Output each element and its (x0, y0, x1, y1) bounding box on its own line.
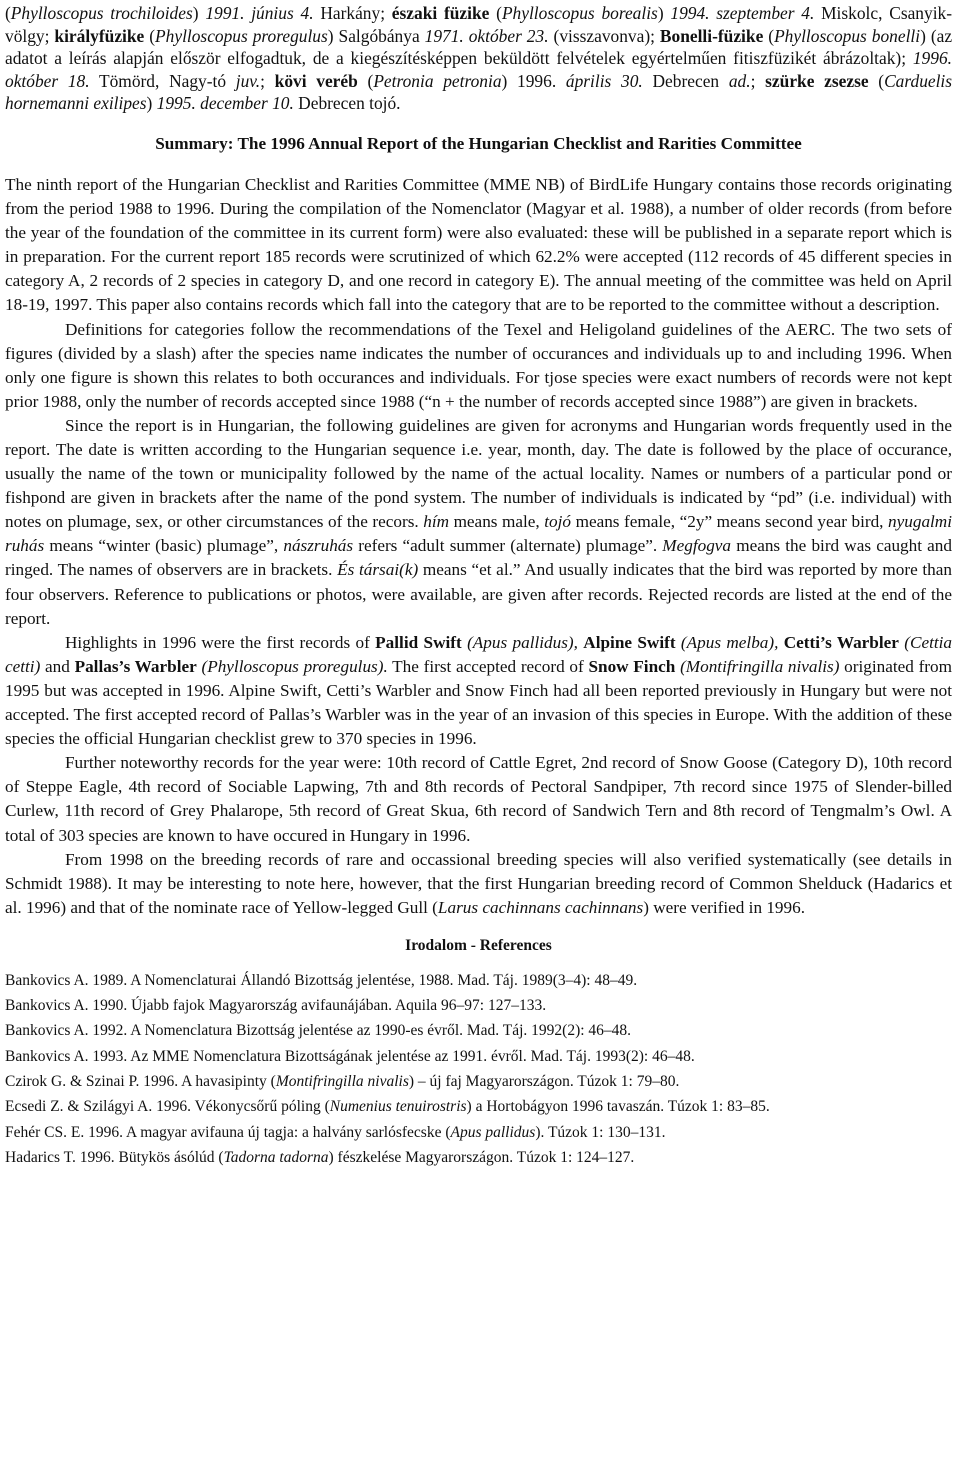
bold-text: északi füzike (391, 3, 490, 23)
bold-text: királyfüzike (54, 25, 145, 46)
text-run: Highlights in 1996 were the first records of (65, 632, 376, 652)
text-run: and (40, 656, 75, 676)
text-run: Bankovics A. 1990. Újabb fajok Magyarország avifaunájában. Aquila 96–97: 127–133. (5, 997, 547, 1015)
italic-text: Tadorna tadorna (223, 1148, 329, 1166)
text-run: ) fészkelése Magyarországon. Túzok 1: 124–127. (328, 1148, 635, 1166)
bold-text: Bonelli-füzike (659, 25, 764, 46)
intro-paragraph (5, 0, 952, 115)
text-run: Debrecen tojó. (293, 93, 401, 114)
bold-text: kövi veréb (274, 70, 358, 91)
italic-text: juv. (235, 70, 261, 91)
bold-text: Pallid Swift (375, 632, 462, 652)
italic-text: Phylloscopus bonelli (774, 25, 921, 46)
text-run: The first accepted record of (387, 656, 589, 676)
summary-paragraph (5, 848, 952, 920)
italic-text: 1971. október 23. (424, 25, 549, 46)
text-run: Definitions for categories follow the recommendations of the Texel and Heligoland guidelines of the AERC. The two sets of figures (divided by a slash) after the species name indicates the number of occurances and individuals up to and including 1996. When only one figure is shown this relates to both occurances and individuals. For tjose species were exact numbers of records were not kept prior 1988, only the number of records accepted since 1988 (“n + the number of records accepted since 1988”) are given in brackets. (5, 319, 952, 411)
reference-item (5, 1069, 952, 1094)
reference-item (5, 1120, 952, 1145)
text-run: Ecsedi Z. & Szilágyi A. 1996. Vékonycsőrű póling ( (5, 1098, 330, 1116)
italic-text: nászruhás (283, 536, 354, 556)
text-run: means “et al.” And usually indicates that the bird was reported by more than four observers. Reference to publications or photos, were available, are given after records. Rejected records are listed at the end of the report. (5, 560, 952, 628)
references-title: Irodalom - References (405, 936, 552, 954)
bold-text: szürke zsezse (765, 70, 869, 91)
text-run: The ninth report of the Hungarian Checklist and Rarities Committee (MME NB) of BirdLife Hungary contains those records originating from the period 1988 to 1996. During the compilation of the Nomenclator (Magyar et al. 1988), a number of older records (from before the year of the foundation of the committee in its current form) were also evaluated: these will be published in a separate report which is in preparation. For the current report 185 records were scrutinized of which 62.2% were accepted (112 records of 45 different species in category A, 2 records of 2 species in category D, and one record in category E). The annual meeting of the committee was held on April 18-19, 1997. This paper also contains records which fall into the category that are to be reported to the committee without a description. (5, 174, 952, 315)
text-run: refers “adult summer (alternate) plumage”. (353, 536, 663, 556)
bold-text: Snow Finch (588, 656, 676, 676)
text-run: Harkány; (313, 3, 392, 23)
italic-text: Megfogva (662, 536, 732, 556)
summary-paragraph (5, 173, 952, 318)
text-run: ) 1996. (501, 70, 566, 91)
text-run: ( (357, 70, 374, 91)
text-run: ( (868, 70, 885, 91)
reference-item (5, 968, 952, 993)
summary-paragraph (5, 751, 952, 847)
italic-text: És társai(k) (337, 560, 419, 580)
italic-text: 1991. június 4. (205, 3, 314, 23)
text-run: ; (750, 70, 766, 91)
text-run: Bankovics A. 1992. A Nomenclatura Bizottság jelentése az 1990-es évről. Mad. Táj. 1992(2): 46–48. (5, 1022, 632, 1040)
text-run: Bankovics A. 1993. Az MME Nomenclatura Bizottságának jelentése az 1991. évről. Mad. Táj. 1993(2): 46–48. (5, 1047, 695, 1065)
text-run: ) (146, 93, 157, 114)
bold-text: Cetti’s Warbler (783, 632, 899, 652)
italic-text: (Apus pallidus), (467, 632, 578, 652)
text-run: ) (192, 3, 206, 23)
text-run: ) (az adatot a leírás alapján először elfogadtuk, de a kiegészítésképpen beküldött felvételek egyértelműen fitiszfüzikét ábrázoltak); (5, 25, 953, 69)
bold-text: Alpine Swift (583, 632, 676, 652)
text-run: ) were verified in 1996. (643, 897, 806, 917)
text-run: originated from 1995 but was accepted in 1996. Alpine Swift, Cetti’s Warbler and Snow Finch had all been reported previously in Hungary but were not accepted. The first accepted record of Pallas’s Warbler was in the year of an invasion of this species in Europe. With the addition of these species the official Hungarian checklist grew to 370 species in 1996. (5, 656, 952, 749)
summary-title: Summary: The 1996 Annual Report of the Hungarian Checklist and Rarities Committee (155, 133, 802, 153)
text-run: Bankovics A. 1989. A Nomenclaturai Állandó Bizottság jelentése, 1988. Mad. Táj. 1989(3–4): 48–49. (5, 971, 638, 989)
italic-text: (Phylloscopus proregulus). (201, 656, 388, 676)
italic-text: tojó (544, 512, 572, 532)
italic-text: (Montifringilla nivalis) (680, 656, 840, 676)
italic-text: (Cettia cetti) (5, 632, 953, 676)
text-run: ) – új faj Magyarországon. Túzok 1: 79–80. (408, 1073, 680, 1091)
text-run: Tömörd, Nagy-tó (89, 70, 236, 91)
italic-text: Larus cachinnans cachinnans (437, 897, 644, 917)
text-run: Czirok G. & Szinai P. 1996. A havasipinty ( (5, 1073, 276, 1091)
text-run: Since the report is in Hungarian, the following guidelines are given for acronyms and Hungarian words frequently used in the report. The date is written according to the Hungarian sequence i.e. year, month, day. The date is followed by the place of occurance, usually the name of the town or municipality followed by the name of the actual locality. Names or numbers of a particular pond or fishpond are given in brackets after the name of the pond system. The number of individuals is indicated by “pd” (i.e. individual) with notes on plumage, sex, or other circumstances of the recors. (5, 415, 952, 532)
text-run: ( (144, 25, 156, 46)
italic-text: Montifringilla nivalis (275, 1073, 409, 1091)
text-run: means the bird was caught and ringed. The names of observers are in brackets. (5, 536, 952, 580)
text-run: ( (489, 3, 502, 23)
reference-item (5, 1094, 952, 1119)
italic-text: Phylloscopus proregulus (155, 25, 328, 46)
text-run: ) Salgóbánya (327, 25, 425, 46)
italic-text: (Apus melba), (680, 632, 779, 652)
italic-text: Apus pallidus (450, 1123, 536, 1141)
text-run: ) a Hortobágyon 1996 tavaszán. Túzok 1: 83–85. (466, 1098, 770, 1116)
text-run: Debrecen (642, 70, 729, 91)
summary-section (5, 173, 952, 920)
reference-item (5, 1018, 952, 1043)
italic-text: hím (423, 512, 450, 532)
text-run: Miskolc, Csanyik-völgy; (5, 3, 953, 46)
text-run: (visszavonva); (548, 25, 660, 46)
italic-text: nyugalmi ruhás (5, 512, 952, 556)
italic-text: Numenius tenuirostris (329, 1098, 467, 1116)
italic-text: ad. (728, 70, 751, 91)
text-run: Further noteworthy records for the year were: 10th record of Cattle Egret, 2nd record of Snow Goose (Category D), 10th record of Steppe Eagle, 4th record of Sociable Lapwing, 7th and 8th records of Pectoral Sandpiper, 7th record since 1975 of Slender-billed Curlew, 11th record of Grey Phalarope, 5th record of Great Skua, 6th record of Sandwich Tern and 8th record of Tengmalm’s Owl. A total of 303 species are known to have occured in Hungary in 1996. (5, 753, 952, 845)
italic-text: április 30. (565, 70, 643, 91)
reference-item (5, 1044, 952, 1069)
text-run: Hadarics T. 1996. Bütykös ásólúd ( (5, 1148, 224, 1166)
text-run: ( (5, 3, 11, 23)
text-run: Fehér CS. E. 1996. A magyar avifauna új tagja: a halvány sarlósfecske ( (5, 1123, 451, 1141)
italic-text: Phylloscopus trochiloides (10, 3, 193, 23)
italic-text: 1994. szeptember 4. (670, 3, 815, 23)
italic-text: 1995. december 10. (156, 93, 294, 114)
summary-paragraph (5, 631, 952, 751)
text-run: ) (657, 3, 671, 23)
italic-text: Phylloscopus borealis (501, 3, 658, 23)
reference-item (5, 1145, 952, 1170)
text-run: ; (260, 70, 275, 91)
bold-text: Pallas’s Warbler (74, 656, 197, 676)
italic-text: Carduelis hornemanni exilipes (5, 70, 953, 114)
text-run: means male, (449, 512, 545, 532)
text-run: ( (763, 25, 775, 46)
italic-text: Petronia petronia (373, 70, 502, 91)
text-run: means female, “2y” means second year bird, (571, 512, 889, 532)
text-run: ). Túzok 1: 130–131. (535, 1123, 666, 1141)
references-list (5, 968, 952, 1170)
reference-item (5, 993, 952, 1018)
text-run: From 1998 on the breeding records of rare and occassional breeding species will also verified systematically (see details in Schmidt 1988). It may be interesting to note here, however, that the first Hungarian breeding record of Common Shelduck (Hadarics et al. 1996) and that of the nominate race of Yellow-legged Gull ( (5, 849, 952, 917)
summary-paragraph (5, 414, 952, 631)
text-run: means “winter (basic) plumage”, (44, 536, 284, 556)
italic-text: 1996. október 18. (5, 48, 952, 91)
summary-paragraph (5, 318, 952, 414)
